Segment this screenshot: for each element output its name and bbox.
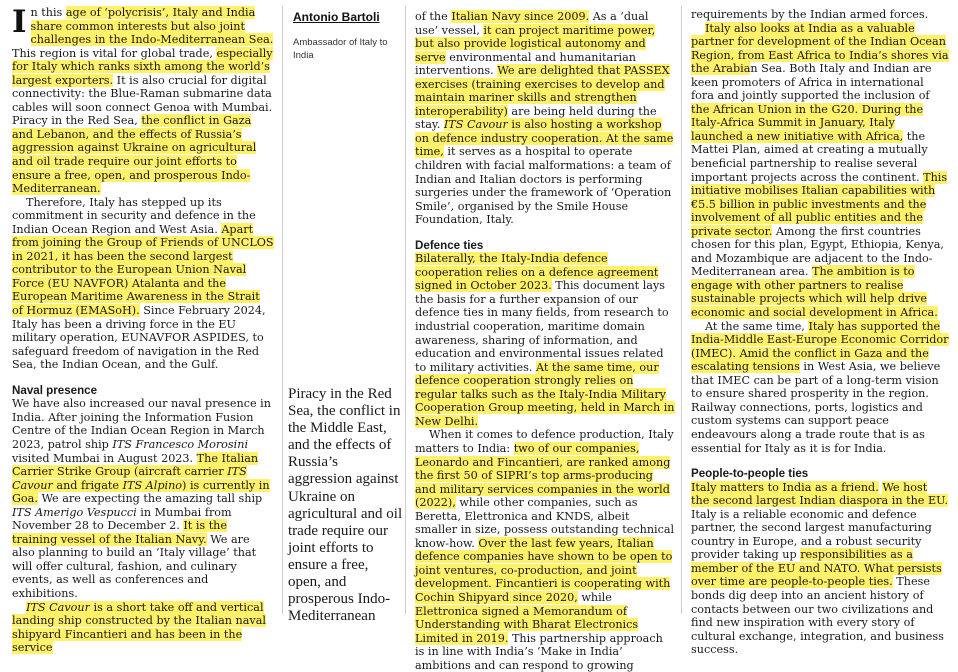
- text-run: We are expecting the amazing tall ship: [37, 492, 263, 506]
- highlighted-text: Italy matters to India as a friend.: [691, 480, 879, 494]
- text-run: As a ‘dual use’ vessel,: [415, 10, 649, 37]
- paragraph: [12, 196, 274, 372]
- text-run: This document lays the basis for a further expansion of our defence ties in many fields, from research to industrial cooperation, maritime domain awareness, sharing of information, and education and environmental issues related to military activities.: [415, 279, 669, 374]
- author-title: Ambassador of Italy to India: [293, 37, 388, 61]
- text-run: n this: [30, 6, 66, 19]
- author-block: [293, 10, 403, 62]
- text-run: This partnership approach is in line with India’s ‘Make in India’ ambitions and can respond to growing: [415, 631, 663, 672]
- intro-text: [12, 6, 273, 195]
- highlighted-text: The ambition is to engage with other partners to realise sustainable projects which will help drive economic and social development in Africa.: [691, 265, 938, 320]
- text-run: in West Asia, we believe that IMEC can be part of a long-term vision to ensure shared prosperity in the region. Railway connections, ports, logistics and custom systems can support peace endeavours along a trade route that is as essential for Italy as it is for India.: [691, 360, 941, 455]
- text-run: At the same time,: [705, 319, 809, 333]
- text-run: of the: [415, 10, 452, 23]
- highlighted-text: especially for Italy which ranks sixth among the world’s largest exporters.: [12, 46, 273, 87]
- highlighted-text: it can project maritime power, but also provide logistical autonomy and serve: [415, 23, 656, 64]
- paragraph: [691, 22, 949, 320]
- pull-quote-text: Piracy in the Red Sea, the conflict in the Middle East, and the effects of Russia’s aggression against Ukraine on agricultural and oil trade require our joint efforts to ensure a free, open, and prosperous Indo-Mediterranean: [288, 386, 403, 625]
- text-run: When it comes to defence production, Italy matters to India:: [415, 428, 674, 455]
- article-column-1: [12, 6, 274, 655]
- section-heading: Naval presence: [12, 383, 98, 397]
- text-run: visited Mumbai in August 2023.: [12, 451, 197, 465]
- paragraph: [415, 428, 675, 672]
- text-run: It is also crucial for digital connectivity: the Blue-Raman submarine data cables will soon connect Genoa with Mumbai. Piracy in the Red Sea,: [12, 73, 273, 128]
- pull-quote: [288, 386, 404, 625]
- highlighted-text: age of ‘polycrisis’, Italy and India share common interests but also joint challenges in the Indo-Mediterranean Sea.: [30, 6, 274, 47]
- paragraph: [691, 320, 949, 455]
- highlighted-text: At the same time, our defence cooperation strongly relies on regular talks such as the Italy-India Military Cooperation Group meeting, held in March in New Delhi.: [415, 360, 675, 428]
- text-run: This region is vital for global trade,: [12, 46, 217, 60]
- highlighted-text: We are delighted that PASSEX exercises (training exercises to develop and maintain mariner skills and strengthen interoperability): [415, 64, 670, 118]
- column-divider: [282, 6, 283, 614]
- highlighted-text: Elettronica signed a Memorandum of Understanding with Bharat Electronics Limited in 2019.: [415, 604, 639, 645]
- paragraph: [12, 397, 274, 600]
- highlighted-text: ITS Alpino: [122, 478, 183, 492]
- text-run: We have also increased our naval presence in India. After joining the Information Fusion Centre of the Indian Ocean Region in March 2023, patrol ship: [12, 397, 271, 451]
- text-run: the Mattei Plan, aimed at creating a mutually beneficial partnership to realise several important projects across the continent.: [691, 129, 928, 184]
- highlighted-text: two of our companies, Leonardo and Fincantieri, are ranked among the first 50 of SIPRI’s top arms-producing and military services companies in the world (2022),: [415, 441, 671, 510]
- text-run: are being held during the stay.: [415, 104, 657, 132]
- text-run: ITS Francesco Morosini: [112, 437, 249, 451]
- text-run: These bonds dig deep into an ancient history of contacts between our two civilizations and find new inspiration with every story of cultural exchange, integration, and business success.: [691, 575, 944, 657]
- author-name: Antonio Bartoli: [293, 10, 380, 24]
- text-run: ITS Amerigo Vespucci: [12, 505, 137, 519]
- text-run: Italy is a reliable economic and defence partner, the second largest manufacturing country in Europe, and a robust security provider taking up: [691, 507, 932, 562]
- text-run: it serves as a hospital to operate children with facial malformations: a team of Indian and Italian doctors is performing surgeries under the framework of ‘Operation Smile’, organised by the Smile House Foundation, Italy.: [415, 145, 672, 227]
- highlighted-text: the African Union in the G20. During the Italy-Africa Summit in January, Italy launched a new initiative with Africa,: [691, 102, 924, 143]
- paragraph: [415, 10, 675, 227]
- highlighted-text: The Italian Carrier Strike Group (aircraft carrier: [12, 451, 259, 479]
- text-run: requirements by the Indian armed forces.: [691, 8, 929, 21]
- section-heading: Defence ties: [415, 238, 484, 252]
- column-divider: [405, 6, 406, 614]
- article-column-4: [691, 8, 949, 657]
- highlighted-text: It is the training vessel of the Italian Navy.: [12, 519, 228, 546]
- paragraph: [415, 252, 675, 428]
- intro-paragraph: [12, 6, 274, 196]
- paragraph: [691, 8, 949, 22]
- text-run: environmental and humanitarian interventions.: [415, 50, 636, 78]
- column-divider: [681, 6, 682, 614]
- drop-cap: I: [12, 4, 27, 40]
- highlighted-text: is also hosting a workshop on defence industry cooperation. At the same time,: [415, 118, 674, 159]
- text-run: Among the first countries chosen for this plan, Egypt, Ethiopia, Kenya, and Mozambique are adjacent to the Indo-Mediterranean area.: [691, 224, 944, 279]
- section-heading: People-to-people ties: [691, 467, 809, 481]
- highlighted-text: Italy has supported the India-Middle East-Europe Economic Corridor (IMEC). Amid the conflict in Gaza and the escalating tensions: [691, 319, 949, 374]
- text-run: Therefore, Italy has stepped up its commitment in security and defence in the Indian Ocean Region and West Asia.: [12, 195, 256, 236]
- text-run: Since February 2024, Italy has been a driving force in the EU military operation, EUNAVFOR ASPIDES, to safeguard freedom of navigation in the Red Sea, the Indian Ocean, and the Gulf.: [12, 304, 266, 372]
- highlighted-text: We host the second largest Indian diaspora in the EU.: [691, 480, 949, 508]
- paragraph: [691, 481, 949, 657]
- highlighted-text: This initiative mobilises Italian capabilities with €5.5 billion in public investments and the involvement of all public entities and the private sector.: [691, 170, 948, 238]
- highlighted-text: ) is currently in Goa.: [12, 478, 270, 506]
- text-run: n Sea. Both Italy and Indian are keen promoters of Africa in international fora and jointly supported the inclusion of: [691, 62, 932, 103]
- highlighted-text: the conflict in Gaza and Lebanon, and the effects of Russia’s aggression against Ukraine on agricultural and oil trade require our joint efforts to ensure a free, open, and prosperous Indo-Mediterranean.: [12, 114, 257, 196]
- text-run: We are also planning to build an ‘Italy village’ that will offer cultural, fashion, and culinary events, as well as conferences and exhibitions.: [12, 532, 257, 600]
- highlighted-text: Over the last few years, Italian defence companies have shown to be open to joint ventures, co-production, and joint development. Fincantieri is cooperating with Cochin Shipyard since 2020,: [415, 536, 673, 604]
- highlighted-text: and frigate: [52, 478, 123, 492]
- highlighted-text: responsibilities as a member of the EU and NATO. What persists over time are people-to-people ties.: [691, 548, 942, 589]
- paragraph: [12, 601, 274, 655]
- text-run: while: [577, 590, 612, 604]
- highlighted-text: Apart from joining the Group of Friends of UNCLOS in 2021, it has been the second largest contributor to the European Union Naval Force (EU NAVFOR) Atalanta and the European Maritime Awareness in the Strait of Hormuz (EMASoH).: [12, 222, 274, 318]
- text-run: in Mumbai from November 28 to December 2.: [12, 505, 232, 533]
- highlighted-text: ITS Cavour: [26, 600, 90, 614]
- highlighted-text: ITS Cavour: [443, 118, 508, 132]
- highlighted-text: Bilaterally, the Italy-India defence cooperation relies on a defence agreement signed in October 2023.: [415, 252, 659, 293]
- highlighted-text: is a short take off and vertical landing ship constructed by the Italian naval shipyard Fincantieri and has been in the service: [12, 600, 266, 655]
- text-run: while other companies, such as Beretta, Elettronica and KNDS, albeit smaller in size, possess outstanding technical know-how.: [415, 496, 675, 550]
- highlighted-text: ITS Cavour: [12, 465, 247, 492]
- highlighted-text: Italian Navy since 2009.: [451, 10, 590, 23]
- highlighted-text: Italy also looks at India as a valuable partner for development of the Indian Ocean Region, from East Africa to India’s shores via the Arabia: [691, 21, 949, 76]
- article-column-3: [415, 10, 675, 672]
